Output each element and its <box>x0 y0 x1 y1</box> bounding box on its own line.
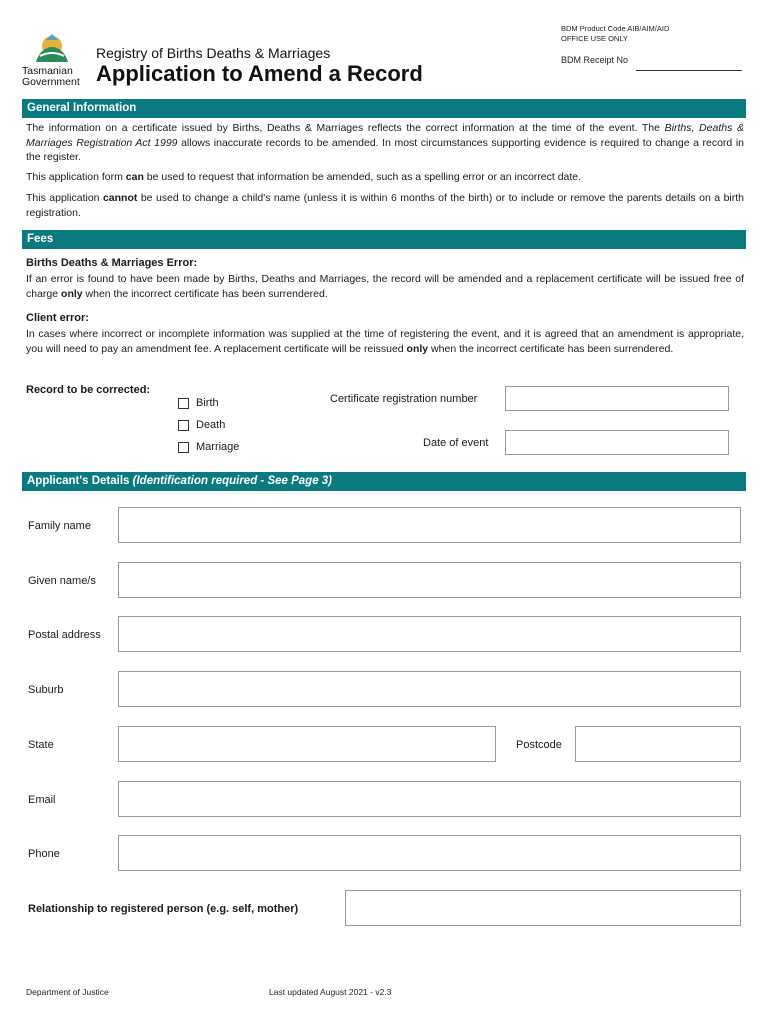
p1-text-2: allows inaccurate records to be amended. In most circumstances supporting evidence is required to change a record in the register. <box>26 136 744 163</box>
p3-bold: cannot <box>102 192 138 204</box>
office-use-label: OFFICE USE ONLY <box>561 34 628 43</box>
general-information-heading: General Information <box>22 99 746 118</box>
suburb-label: Suburb <box>28 684 64 696</box>
general-paragraph-1 <box>26 121 744 165</box>
checkbox-marriage-row[interactable] <box>178 441 239 453</box>
checkbox-death-row[interactable] <box>178 419 225 431</box>
p3-text: This application <box>26 192 103 204</box>
record-to-correct-label: Record to be corrected: <box>26 384 151 396</box>
state-label: State <box>28 739 54 751</box>
birth-label: Birth <box>196 397 219 409</box>
p2-text: This application form <box>26 171 126 183</box>
birth-checkbox[interactable] <box>178 398 189 409</box>
death-checkbox[interactable] <box>178 420 189 431</box>
p2-text-2: be used to request that information be amended, such as a spelling error or an incorrect date. <box>143 171 582 183</box>
given-names-label: Given name/s <box>28 575 96 587</box>
footer-last-updated: Last updated August 2021 - v2.3 <box>269 987 392 997</box>
suburb-field[interactable] <box>118 671 741 707</box>
bdm-text: If an error is found to have been made by Births, Deaths and Marriages, the record will be amended and a replacement certificate will be issued free of charge <box>26 273 744 300</box>
date-of-event-label: Date of event <box>423 437 489 449</box>
devil-emblem-icon <box>22 32 86 68</box>
logo-line-1: Tasmanian <box>22 65 73 77</box>
postal-address-label: Postal address <box>28 629 101 641</box>
client-text-2: when the incorrect certificate has been surrendered. <box>428 342 674 355</box>
p2-bold: can <box>125 171 144 183</box>
state-field[interactable] <box>118 726 496 762</box>
receipt-label: BDM Receipt No <box>561 55 629 65</box>
client-bold: only <box>406 342 429 355</box>
client-error-heading: Client error: <box>26 312 89 324</box>
logo-text <box>22 66 80 88</box>
applicant-heading-note: (Identification required - See Page 3) <box>132 475 333 487</box>
relationship-label: Relationship to registered person (e.g. self, mother) <box>28 903 299 915</box>
office-use-block <box>561 24 669 44</box>
marriage-label: Marriage <box>196 441 240 453</box>
applicant-heading-text: Applicant's Details <box>27 475 130 487</box>
email-label: Email <box>28 794 56 806</box>
bdm-error-heading: Births Deaths & Marriages Error: <box>26 257 198 269</box>
cert-number-field[interactable] <box>505 386 729 411</box>
death-label: Death <box>196 419 226 431</box>
act-name: Births, Deaths & Marriages Registration Act 1999 <box>26 122 744 149</box>
general-paragraph-3 <box>26 191 744 220</box>
product-code: BDM Product Code AIB/AIM/AID <box>561 24 670 33</box>
relationship-field[interactable] <box>345 890 741 926</box>
family-name-field[interactable] <box>118 507 741 543</box>
phone-field[interactable] <box>118 835 741 871</box>
marriage-checkbox[interactable] <box>178 442 189 453</box>
bdm-bold: only <box>61 287 83 300</box>
client-error-text <box>26 327 744 356</box>
postal-address-field[interactable] <box>118 616 741 652</box>
footer-department: Department of Justice <box>26 987 109 997</box>
bdm-text-2: when the incorrect certificate has been surrendered. <box>82 287 328 300</box>
registry-title: Registry of Births Deaths & Marriages <box>96 45 331 61</box>
family-name-label: Family name <box>28 520 91 532</box>
fees-heading: Fees <box>22 230 746 249</box>
postcode-label: Postcode <box>516 739 562 751</box>
logo-line-2: Government <box>22 76 80 88</box>
page-title: Application to Amend a Record <box>96 61 423 86</box>
postcode-field[interactable] <box>575 726 741 762</box>
checkbox-birth-row[interactable] <box>178 397 219 409</box>
general-paragraph-2 <box>26 170 744 185</box>
p3-text-2: be used to change a child's name (unless it is within 6 months of the birth) or to include or remove the parents details on a birth registration. <box>26 192 744 219</box>
given-names-field[interactable] <box>118 562 741 598</box>
phone-label: Phone <box>28 848 60 860</box>
p1-text: The information on a certificate issued by Births, Deaths & Marriages reflects the correct information at the time of the event. The <box>26 122 665 134</box>
date-of-event-field[interactable] <box>505 430 729 455</box>
client-text: In cases where incorrect or incomplete information was supplied at the time of registering the event, and it is agreed that an amendment is appropriate, you will need to pay an amendment fee. A replacement certificate will be reissued <box>26 328 744 355</box>
applicant-details-heading <box>22 472 746 491</box>
cert-number-label: Certificate registration number <box>330 393 478 405</box>
bdm-error-text <box>26 272 744 301</box>
email-field[interactable] <box>118 781 741 817</box>
receipt-number-line <box>636 70 742 71</box>
